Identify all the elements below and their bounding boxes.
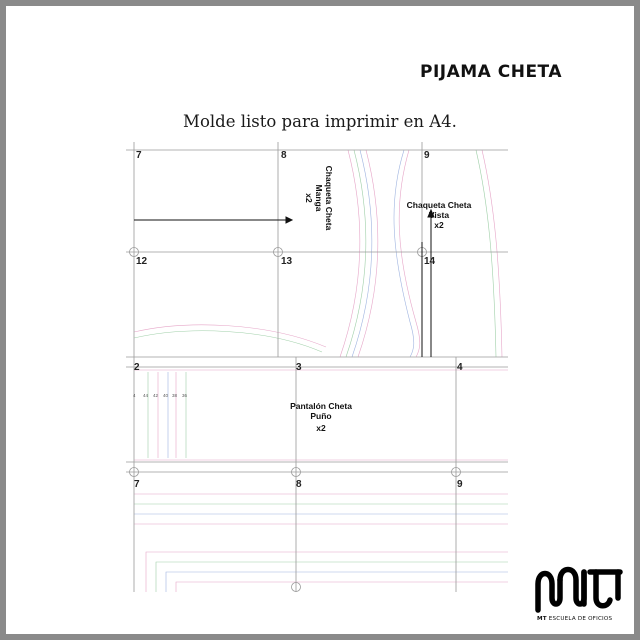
pattern-cut-lines — [134, 150, 508, 592]
page-number: 13 — [281, 256, 293, 267]
size-label: 36 — [182, 393, 188, 398]
sewing-pattern-preview — [126, 142, 508, 592]
page-number: 4 — [457, 362, 463, 373]
page-title: PIJAMA CHETA — [419, 62, 562, 82]
piece-label-line: Vista — [428, 210, 450, 220]
grain-line-arrows — [134, 210, 434, 357]
piece-label-line: Chaqueta Cheta — [324, 165, 334, 231]
page-number: 9 — [457, 479, 463, 490]
size-label: 44 — [143, 393, 149, 398]
piece-label-line: x2 — [434, 220, 444, 230]
logo-caption-bold: MT — [537, 616, 547, 622]
page-number: 3 — [296, 362, 302, 373]
piece-label-line: Pantalón Cheta — [290, 401, 352, 411]
logo-caption — [537, 616, 633, 622]
pattern-drawing — [126, 142, 508, 592]
piece-label-line: x2 — [316, 423, 326, 433]
page-number: 9 — [424, 150, 430, 161]
page-number: 8 — [281, 150, 287, 161]
size-label: 42 — [153, 393, 159, 398]
page-subtitle: Molde listo para imprimir en A4. — [183, 112, 457, 131]
piece-label-line: Puño — [310, 411, 332, 421]
page-number: 7 — [136, 150, 142, 161]
page-number: 12 — [136, 256, 148, 267]
logo-caption-text: ESCUELA DE OFICIOS — [548, 616, 613, 622]
piece-label-line: x2 — [304, 193, 314, 203]
piece-label-line: Manga — [314, 184, 324, 212]
piece-label-manga — [304, 166, 334, 231]
size-label: 38 — [172, 393, 178, 398]
piece-label-vista — [407, 200, 472, 230]
size-label: 40 — [163, 393, 169, 398]
page-number: 2 — [134, 362, 140, 373]
piece-label-line: Chaqueta Cheta — [406, 200, 472, 210]
page-number: 14 — [424, 256, 436, 267]
page-number: 8 — [296, 479, 302, 490]
piece-label-puno — [290, 401, 352, 433]
page-number: 7 — [134, 479, 140, 490]
size-label: 4 — [133, 393, 136, 398]
size-labels — [133, 393, 188, 398]
